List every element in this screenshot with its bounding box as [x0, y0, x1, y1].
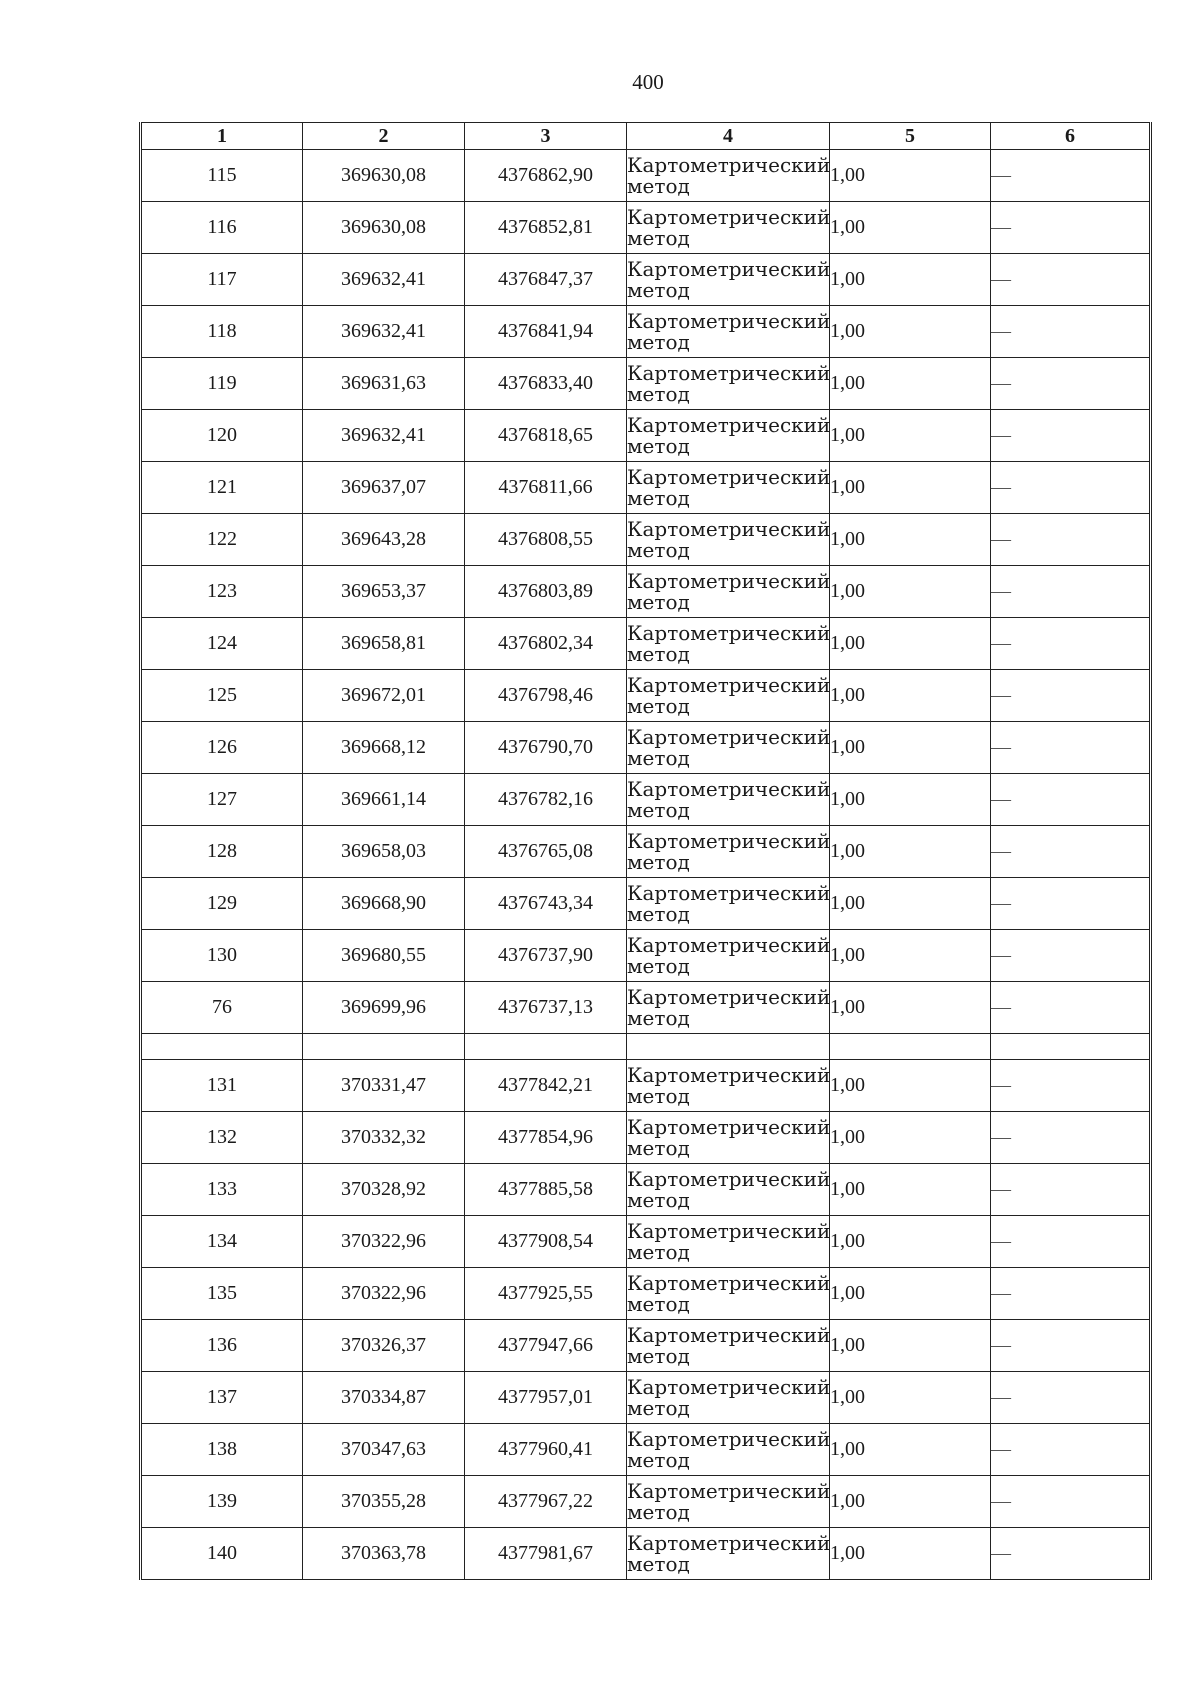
method-cell: Картометрический метод [627, 1216, 830, 1268]
x-coordinate-cell: 370334,87 [303, 1372, 465, 1424]
note-cell: — [991, 1372, 1151, 1424]
y-coordinate-cell: 4376803,89 [465, 566, 627, 618]
point-number-cell: 134 [141, 1216, 303, 1268]
point-number-cell: 76 [141, 982, 303, 1034]
x-coordinate-cell [303, 1034, 465, 1060]
method-cell: Картометрический метод [627, 566, 830, 618]
accuracy-cell: 1,00 [830, 514, 991, 566]
method-cell: Картометрический метод [627, 1112, 830, 1164]
method-cell: Картометрический метод [627, 774, 830, 826]
note-cell: — [991, 150, 1151, 202]
table-row [141, 722, 1151, 774]
note-cell: — [991, 566, 1151, 618]
method-cell: Картометрический метод [627, 1268, 830, 1320]
y-coordinate-cell: 4376818,65 [465, 410, 627, 462]
x-coordinate-cell: 370322,96 [303, 1216, 465, 1268]
method-cell: Картометрический метод [627, 254, 830, 306]
point-number-cell: 139 [141, 1476, 303, 1528]
accuracy-cell: 1,00 [830, 1164, 991, 1216]
table-row [141, 1476, 1151, 1528]
y-coordinate-cell: 4376847,37 [465, 254, 627, 306]
x-coordinate-cell: 369672,01 [303, 670, 465, 722]
table-header-row [141, 123, 1151, 150]
accuracy-cell: 1,00 [830, 1528, 991, 1580]
method-cell: Картометрический метод [627, 878, 830, 930]
point-number-cell: 115 [141, 150, 303, 202]
method-cell: Картометрический метод [627, 1164, 830, 1216]
x-coordinate-cell: 370326,37 [303, 1320, 465, 1372]
y-coordinate-cell: 4376862,90 [465, 150, 627, 202]
point-number-cell: 125 [141, 670, 303, 722]
x-coordinate-cell: 369661,14 [303, 774, 465, 826]
y-coordinate-cell: 4376833,40 [465, 358, 627, 410]
accuracy-cell: 1,00 [830, 306, 991, 358]
point-number-cell: 127 [141, 774, 303, 826]
x-coordinate-cell: 370322,96 [303, 1268, 465, 1320]
table-row [141, 1216, 1151, 1268]
note-cell: — [991, 1476, 1151, 1528]
x-coordinate-cell: 370363,78 [303, 1528, 465, 1580]
accuracy-cell: 1,00 [830, 462, 991, 514]
accuracy-cell: 1,00 [830, 1372, 991, 1424]
point-number-cell: 123 [141, 566, 303, 618]
x-coordinate-cell: 370328,92 [303, 1164, 465, 1216]
y-coordinate-cell: 4377854,96 [465, 1112, 627, 1164]
method-cell: Картометрический метод [627, 722, 830, 774]
accuracy-cell: 1,00 [830, 774, 991, 826]
point-number-cell: 121 [141, 462, 303, 514]
table-row [141, 462, 1151, 514]
y-coordinate-cell: 4377925,55 [465, 1268, 627, 1320]
point-number-cell: 132 [141, 1112, 303, 1164]
x-coordinate-cell: 369637,07 [303, 462, 465, 514]
note-cell: — [991, 306, 1151, 358]
point-number-cell: 116 [141, 202, 303, 254]
accuracy-cell: 1,00 [830, 1476, 991, 1528]
table-row [141, 982, 1151, 1034]
note-cell: — [991, 722, 1151, 774]
header-col-6: 6 [991, 123, 1151, 150]
x-coordinate-cell: 369658,81 [303, 618, 465, 670]
table-row [141, 1528, 1151, 1580]
table-row [141, 566, 1151, 618]
y-coordinate-cell: 4377967,22 [465, 1476, 627, 1528]
y-coordinate-cell: 4376737,90 [465, 930, 627, 982]
method-cell: Картометрический метод [627, 306, 830, 358]
point-number-cell: 122 [141, 514, 303, 566]
separator-row [141, 1034, 1151, 1060]
note-cell: — [991, 358, 1151, 410]
y-coordinate-cell: 4376790,70 [465, 722, 627, 774]
point-number-cell: 126 [141, 722, 303, 774]
y-coordinate-cell: 4377842,21 [465, 1060, 627, 1112]
point-number-cell: 124 [141, 618, 303, 670]
accuracy-cell: 1,00 [830, 826, 991, 878]
method-cell: Картометрический метод [627, 1060, 830, 1112]
x-coordinate-cell: 369630,08 [303, 202, 465, 254]
x-coordinate-cell: 369632,41 [303, 254, 465, 306]
header-col-4: 4 [627, 123, 830, 150]
table-row [141, 1112, 1151, 1164]
note-cell: — [991, 514, 1151, 566]
accuracy-cell: 1,00 [830, 566, 991, 618]
note-cell: — [991, 826, 1151, 878]
table-row [141, 150, 1151, 202]
y-coordinate-cell: 4376802,34 [465, 618, 627, 670]
y-coordinate-cell: 4376765,08 [465, 826, 627, 878]
point-number-cell: 136 [141, 1320, 303, 1372]
method-cell: Картометрический метод [627, 462, 830, 514]
y-coordinate-cell: 4377908,54 [465, 1216, 627, 1268]
y-coordinate-cell: 4377960,41 [465, 1424, 627, 1476]
point-number-cell: 118 [141, 306, 303, 358]
table-row [141, 670, 1151, 722]
method-cell: Картометрический метод [627, 930, 830, 982]
y-coordinate-cell: 4376808,55 [465, 514, 627, 566]
note-cell: — [991, 462, 1151, 514]
table-row [141, 202, 1151, 254]
y-coordinate-cell: 4376737,13 [465, 982, 627, 1034]
point-number-cell: 137 [141, 1372, 303, 1424]
y-coordinate-cell: 4376782,16 [465, 774, 627, 826]
y-coordinate-cell: 4377957,01 [465, 1372, 627, 1424]
method-cell: Картометрический метод [627, 826, 830, 878]
y-coordinate-cell: 4376798,46 [465, 670, 627, 722]
x-coordinate-cell: 370347,63 [303, 1424, 465, 1476]
table-row [141, 254, 1151, 306]
accuracy-cell: 1,00 [830, 722, 991, 774]
table-row [141, 930, 1151, 982]
note-cell: — [991, 878, 1151, 930]
x-coordinate-cell: 369643,28 [303, 514, 465, 566]
table-row [141, 1320, 1151, 1372]
accuracy-cell: 1,00 [830, 670, 991, 722]
y-coordinate-cell: 4376852,81 [465, 202, 627, 254]
header-col-5: 5 [830, 123, 991, 150]
point-number-cell: 117 [141, 254, 303, 306]
note-cell: — [991, 254, 1151, 306]
note-cell: — [991, 1216, 1151, 1268]
method-cell: Картометрический метод [627, 1528, 830, 1580]
y-coordinate-cell: 4377947,66 [465, 1320, 627, 1372]
table-row [141, 1424, 1151, 1476]
accuracy-cell: 1,00 [830, 878, 991, 930]
point-number-cell: 130 [141, 930, 303, 982]
note-cell: — [991, 618, 1151, 670]
x-coordinate-cell: 370332,32 [303, 1112, 465, 1164]
y-coordinate-cell [465, 1034, 627, 1060]
point-number-cell: 140 [141, 1528, 303, 1580]
header-col-1: 1 [141, 123, 303, 150]
accuracy-cell: 1,00 [830, 358, 991, 410]
note-cell: — [991, 1112, 1151, 1164]
method-cell: Картометрический метод [627, 1424, 830, 1476]
y-coordinate-cell: 4376811,66 [465, 462, 627, 514]
point-number-cell: 120 [141, 410, 303, 462]
note-cell: — [991, 1528, 1151, 1580]
accuracy-cell: 1,00 [830, 1216, 991, 1268]
table-row [141, 618, 1151, 670]
x-coordinate-cell: 369631,63 [303, 358, 465, 410]
table-row [141, 1164, 1151, 1216]
method-cell: Картометрический метод [627, 1372, 830, 1424]
x-coordinate-cell: 369658,03 [303, 826, 465, 878]
x-coordinate-cell: 369653,37 [303, 566, 465, 618]
accuracy-cell: 1,00 [830, 410, 991, 462]
point-number-cell: 138 [141, 1424, 303, 1476]
method-cell: Картометрический метод [627, 982, 830, 1034]
y-coordinate-cell: 4377885,58 [465, 1164, 627, 1216]
note-cell: — [991, 1060, 1151, 1112]
x-coordinate-cell: 370331,47 [303, 1060, 465, 1112]
method-cell: Картометрический метод [627, 1476, 830, 1528]
coordinates-table-container [139, 122, 1149, 1580]
point-number-cell: 119 [141, 358, 303, 410]
table-row [141, 358, 1151, 410]
note-cell: — [991, 774, 1151, 826]
y-coordinate-cell: 4376743,34 [465, 878, 627, 930]
y-coordinate-cell: 4376841,94 [465, 306, 627, 358]
x-coordinate-cell: 369630,08 [303, 150, 465, 202]
accuracy-cell: 1,00 [830, 1424, 991, 1476]
accuracy-cell: 1,00 [830, 618, 991, 670]
table-row [141, 514, 1151, 566]
note-cell: — [991, 930, 1151, 982]
accuracy-cell: 1,00 [830, 1060, 991, 1112]
point-number-cell: 129 [141, 878, 303, 930]
x-coordinate-cell: 370355,28 [303, 1476, 465, 1528]
accuracy-cell: 1,00 [830, 202, 991, 254]
table-row [141, 826, 1151, 878]
note-cell: — [991, 982, 1151, 1034]
point-number-cell: 128 [141, 826, 303, 878]
method-cell [627, 1034, 830, 1060]
table-body [141, 150, 1151, 1580]
table-row [141, 878, 1151, 930]
accuracy-cell: 1,00 [830, 254, 991, 306]
x-coordinate-cell: 369632,41 [303, 306, 465, 358]
accuracy-cell: 1,00 [830, 150, 991, 202]
header-col-2: 2 [303, 123, 465, 150]
x-coordinate-cell: 369699,96 [303, 982, 465, 1034]
note-cell: — [991, 410, 1151, 462]
method-cell: Картометрический метод [627, 514, 830, 566]
point-number-cell: 135 [141, 1268, 303, 1320]
accuracy-cell: 1,00 [830, 982, 991, 1034]
table-row [141, 1060, 1151, 1112]
accuracy-cell: 1,00 [830, 1112, 991, 1164]
note-cell: — [991, 1268, 1151, 1320]
method-cell: Картометрический метод [627, 410, 830, 462]
method-cell: Картометрический метод [627, 618, 830, 670]
page-number: 400 [632, 70, 664, 94]
accuracy-cell: 1,00 [830, 1320, 991, 1372]
x-coordinate-cell: 369632,41 [303, 410, 465, 462]
accuracy-cell: 1,00 [830, 930, 991, 982]
coordinates-table [139, 122, 1152, 1580]
table-row [141, 1268, 1151, 1320]
table-row [141, 774, 1151, 826]
note-cell: — [991, 670, 1151, 722]
note-cell [991, 1034, 1151, 1060]
table-row [141, 1372, 1151, 1424]
method-cell: Картометрический метод [627, 670, 830, 722]
header-col-3: 3 [465, 123, 627, 150]
accuracy-cell: 1,00 [830, 1268, 991, 1320]
point-number-cell: 133 [141, 1164, 303, 1216]
accuracy-cell [830, 1034, 991, 1060]
x-coordinate-cell: 369680,55 [303, 930, 465, 982]
y-coordinate-cell: 4377981,67 [465, 1528, 627, 1580]
point-number-cell [141, 1034, 303, 1060]
note-cell: — [991, 1320, 1151, 1372]
method-cell: Картометрический метод [627, 358, 830, 410]
method-cell: Картометрический метод [627, 202, 830, 254]
table-row [141, 410, 1151, 462]
x-coordinate-cell: 369668,12 [303, 722, 465, 774]
table-row [141, 306, 1151, 358]
note-cell: — [991, 202, 1151, 254]
point-number-cell: 131 [141, 1060, 303, 1112]
note-cell: — [991, 1164, 1151, 1216]
note-cell: — [991, 1424, 1151, 1476]
x-coordinate-cell: 369668,90 [303, 878, 465, 930]
method-cell: Картометрический метод [627, 150, 830, 202]
method-cell: Картометрический метод [627, 1320, 830, 1372]
